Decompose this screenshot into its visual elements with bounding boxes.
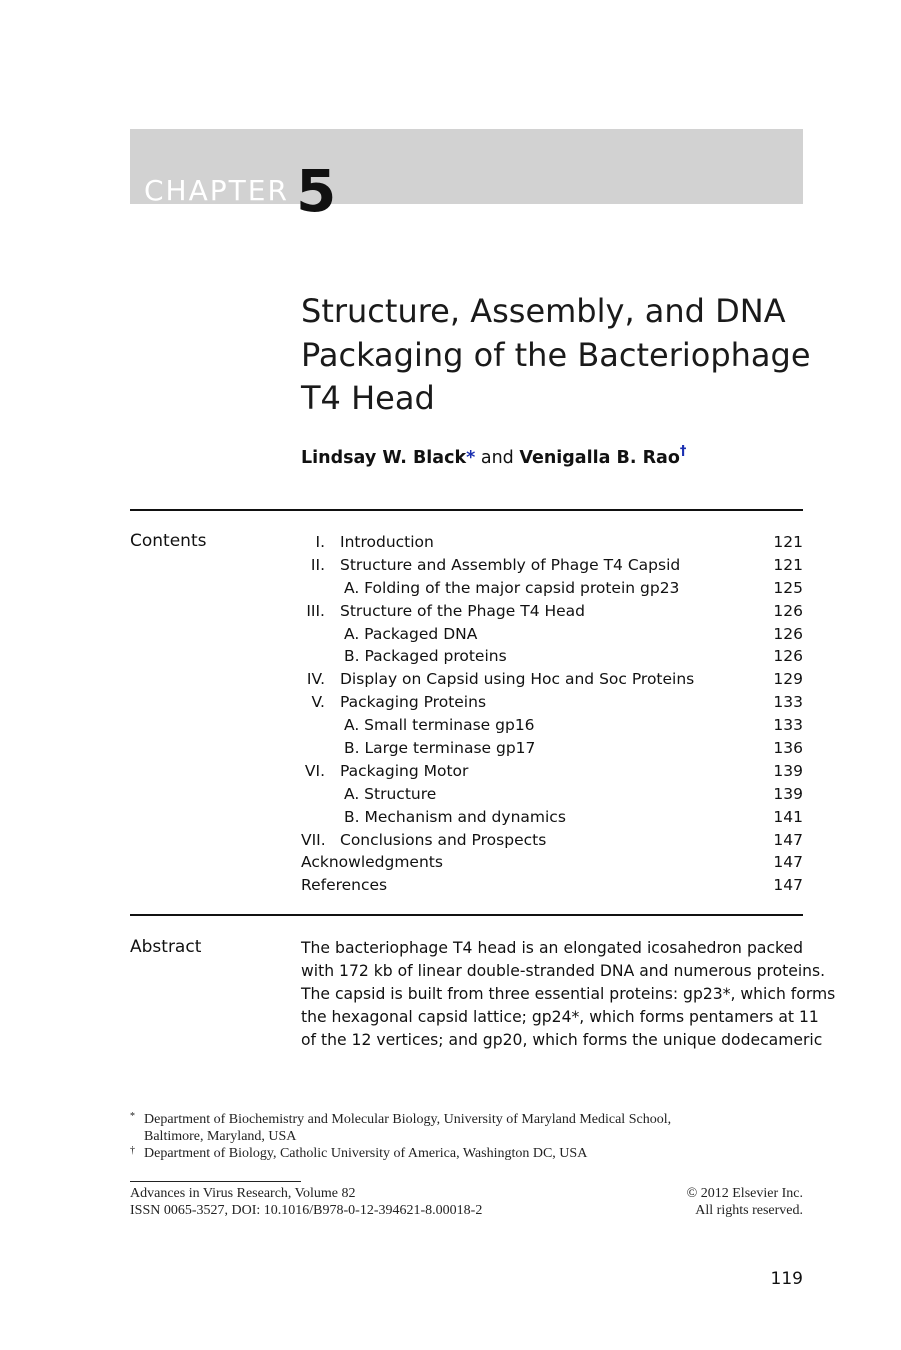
abstract-line: of the 12 vertices; and gp20, which forms the unique dodecameric	[301, 1030, 823, 1049]
toc-number: VII.	[301, 830, 326, 849]
toc-title: Structure of the Phage T4 Head	[340, 601, 586, 620]
footnote-line: Department of Biology, Catholic University of America, Washington DC, USA	[144, 1146, 588, 1161]
title-line: Packaging of the Bacteriophage	[301, 335, 811, 374]
toc-title: A. Folding of the major capsid protein gp23	[344, 578, 680, 597]
toc-entry[interactable]	[301, 691, 803, 714]
toc-title: A. Packaged DNA	[344, 624, 478, 643]
toc-number: III.	[306, 601, 325, 620]
table-of-contents	[301, 531, 803, 897]
toc-entry[interactable]	[301, 531, 803, 554]
abstract-line: The bacteriophage T4 head is an elongated icosahedron packed	[301, 939, 803, 957]
toc-page: 121	[773, 555, 803, 574]
contents-label: Contents	[130, 531, 207, 551]
toc-page: 147	[773, 830, 803, 849]
toc-title: Conclusions and Prospects	[340, 830, 547, 849]
footer-rule	[130, 1181, 301, 1182]
toc-page: 141	[773, 807, 803, 826]
toc-page: 126	[773, 647, 803, 666]
toc-page: 136	[773, 739, 803, 758]
title-line: T4 Head	[301, 379, 435, 417]
toc-subentry[interactable]	[301, 577, 803, 600]
toc-page: 139	[773, 761, 803, 780]
footnote	[130, 1111, 810, 1145]
toc-title: B. Mechanism and dynamics	[344, 807, 566, 826]
toc-number: II.	[310, 555, 325, 574]
copyright-notice	[687, 1185, 803, 1219]
footnote	[130, 1145, 810, 1162]
toc-entry[interactable]	[301, 874, 803, 897]
abstract-line: the hexagonal capsid lattice; gp24*, which forms pentamers at 11	[301, 1007, 819, 1026]
author-line	[301, 444, 687, 468]
toc-subentry[interactable]	[301, 783, 803, 806]
toc-page: 129	[773, 670, 803, 689]
toc-subentry[interactable]	[301, 806, 803, 829]
title-line: Structure, Assembly, and DNA	[301, 292, 786, 330]
author-conjunction: and	[480, 448, 514, 468]
author-affiliation-mark[interactable]: *	[466, 448, 476, 468]
abstract-line: with 172 kb of linear double-stranded DNA and numerous proteins.	[301, 961, 826, 980]
toc-title: Acknowledgments	[301, 853, 443, 872]
toc-number: IV.	[306, 670, 325, 689]
toc-page: 121	[773, 533, 803, 551]
author-name: Venigalla B. Rao	[519, 448, 680, 468]
author-affiliation-mark[interactable]: †	[679, 444, 687, 459]
toc-subentry[interactable]	[301, 645, 803, 668]
toc-title: Packaging Proteins	[340, 693, 487, 712]
toc-title: B. Packaged proteins	[344, 647, 507, 666]
copyright-line: © 2012 Elsevier Inc.	[686, 1186, 803, 1201]
contents-bottom-rule	[130, 914, 803, 916]
journal-info	[130, 1185, 482, 1219]
toc-entry[interactable]	[301, 829, 803, 852]
toc-page: 147	[773, 853, 803, 872]
toc-title: Display on Capsid using Hoc and Soc Proteins	[340, 670, 695, 689]
toc-page: 126	[773, 601, 803, 620]
abstract-text	[301, 937, 836, 1052]
toc-number: I.	[315, 533, 325, 551]
toc-page: 133	[773, 716, 803, 735]
author-name: Lindsay W. Black	[301, 448, 467, 468]
toc-page: 147	[773, 876, 803, 895]
toc-entry[interactable]	[301, 851, 803, 874]
journal-identifiers[interactable]: ISSN 0065-3527, DOI: 10.1016/B978-0-12-394621-8.00018-2	[130, 1203, 483, 1218]
copyright-line: All rights reserved.	[695, 1203, 803, 1218]
toc-number: V.	[311, 693, 325, 712]
abstract-line: The capsid is built from three essential proteins: gp23*, which forms	[301, 984, 836, 1003]
abstract-label: Abstract	[130, 937, 202, 957]
toc-title: Structure and Assembly of Phage T4 Capsid	[340, 555, 681, 574]
toc-entry[interactable]	[301, 668, 803, 691]
toc-title: A. Structure	[344, 784, 437, 803]
chapter-title	[301, 290, 811, 421]
toc-subentry[interactable]	[301, 737, 803, 760]
chapter-label: CHAPTER	[144, 174, 289, 207]
toc-title: Introduction	[340, 533, 434, 551]
journal-series: Advances in Virus Research, Volume 82	[130, 1186, 356, 1201]
footnote-symbol: †	[130, 1145, 135, 1156]
affiliation-footnotes	[130, 1111, 810, 1162]
toc-entry[interactable]	[301, 600, 803, 623]
toc-title: References	[301, 876, 388, 895]
toc-number: VI.	[304, 761, 325, 780]
toc-entry[interactable]	[301, 554, 803, 577]
footnote-line: Department of Biochemistry and Molecular Biology, University of Maryland Medical School,	[144, 1112, 672, 1127]
toc-page: 133	[773, 693, 803, 712]
toc-title: A. Small terminase gp16	[344, 716, 535, 735]
toc-subentry[interactable]	[301, 714, 803, 737]
footnote-line: Baltimore, Maryland, USA	[144, 1129, 297, 1144]
toc-title: Packaging Motor	[340, 761, 469, 780]
toc-page: 126	[773, 624, 803, 643]
toc-page: 125	[773, 578, 803, 597]
contents-top-rule	[130, 509, 803, 511]
footnote-symbol: *	[130, 1111, 135, 1122]
page-number: 119	[770, 1269, 803, 1289]
toc-entry[interactable]	[301, 760, 803, 783]
chapter-number: 5	[296, 157, 337, 225]
toc-title: B. Large terminase gp17	[344, 739, 536, 758]
toc-page: 139	[773, 784, 803, 803]
toc-subentry[interactable]	[301, 623, 803, 646]
